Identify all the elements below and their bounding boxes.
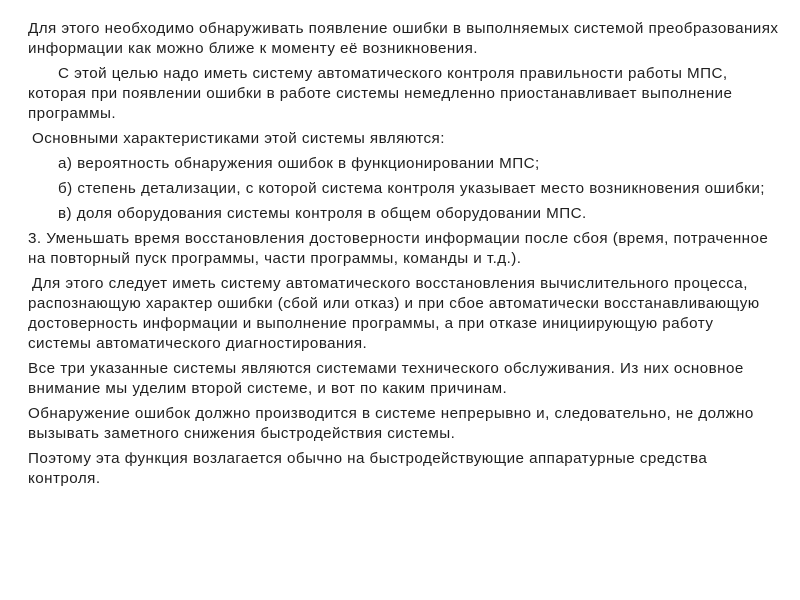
paragraph-characteristics-intro: Основными характеристиками этой системы являются:	[32, 130, 445, 147]
paragraph-auto-control-system: С этой целью надо иметь систему автоматического контроля правильности работы МПС, которая при появлении ошибки в работе системы немедленно приостанавливает выполнение программы.	[28, 65, 733, 122]
paragraph-continuous-detection: Обнаружение ошибок должно производится в системе непрерывно и, следовательно, не должно вызывать заметного снижения быстродействия системы.	[28, 405, 754, 442]
list-item-b: б) степень детализации, с которой система контроля указывает место возникновения ошибки;	[58, 180, 765, 197]
paragraph-point-3: 3. Уменьшать время восстановления достоверности информации после сбоя (время, потраченное на повторный пуск программы, части программы, команды и т.д.).	[28, 230, 769, 267]
paragraph-hardware-control: Поэтому эта функция возлагается обычно на быстродействующие аппаратурные средства контроля.	[28, 450, 708, 487]
paragraph-maintenance-systems: Все три указанные системы являются системами технического обслуживания. Из них основное внимание мы уделим второй системе, и вот по каким причинам.	[28, 360, 744, 397]
paragraph-recovery-system: Для этого следует иметь систему автоматического восстановления вычислительного процесса, распознающую характер ошибки (сбой или отказ) и при сбое автоматически восстанавливающую достоверность информации и выполнение программы, а при отказе инициирующую работу системы автоматического диагностирования.	[28, 275, 760, 352]
list-item-c: в) доля оборудования системы контроля в общем оборудовании МПС.	[58, 205, 587, 222]
list-item-a: а) вероятность обнаружения ошибок в функционировании МПС;	[58, 155, 540, 172]
paragraph-error-detection-goal: Для этого необходимо обнаруживать появление ошибки в выполняемых системой преобразованиях информации как можно ближе к моменту её возникновения.	[28, 20, 779, 57]
